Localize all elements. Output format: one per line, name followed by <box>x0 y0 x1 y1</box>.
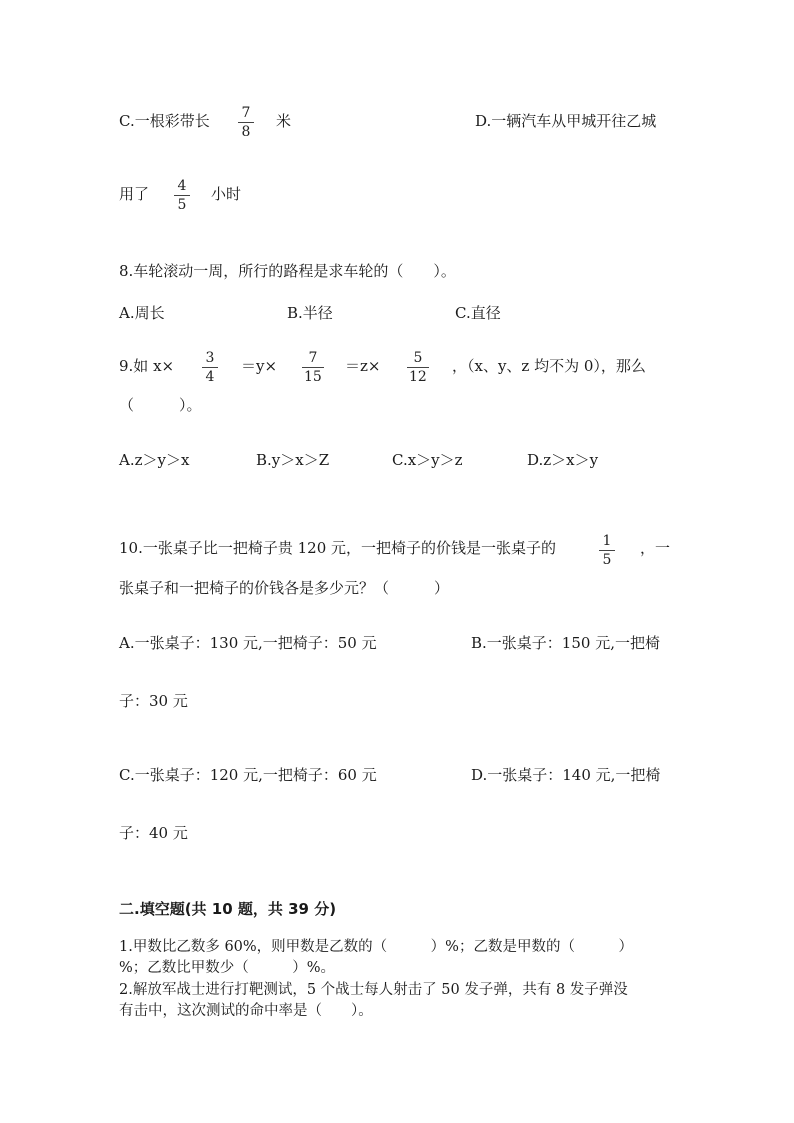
q10-stem-line2: 张桌子和一把椅子的价钱各是多少元？（ ） <box>119 579 450 597</box>
q9-option-d: D.z＞x＞y <box>527 451 599 469</box>
fraction-bar <box>407 367 429 368</box>
q7-option-d-fraction <box>175 178 189 213</box>
numerator: 3 <box>205 350 215 366</box>
denominator: 4 <box>205 369 215 385</box>
q9-stem-c: ＝z× <box>345 357 381 375</box>
numerator: 7 <box>241 105 251 121</box>
q9-fraction-2 <box>303 350 323 385</box>
q8-option-b: B.半径 <box>287 304 333 322</box>
denominator: 5 <box>177 197 187 213</box>
fraction-bar <box>174 195 190 196</box>
numerator: 1 <box>602 533 612 549</box>
q7-option-c-text: C.一根彩带长 <box>119 112 210 130</box>
numerator: 7 <box>308 350 318 366</box>
q9-fraction-3 <box>408 350 428 385</box>
q10-option-a: A.一张桌子：130 元,一把椅子：50 元 <box>119 634 377 652</box>
s2-q2-line2: 有击中，这次测试的命中率是（ ）。 <box>119 1003 373 1019</box>
q10-option-c: C.一张桌子：120 元,一把椅子：60 元 <box>119 766 377 784</box>
s2-q1-line2: %；乙数比甲数少（ ）%。 <box>119 960 336 976</box>
q10-option-b-line2: 子：30 元 <box>119 692 188 710</box>
fraction-bar <box>238 122 254 123</box>
q8-option-a: A.周长 <box>119 304 165 322</box>
q7-option-c-fraction <box>239 105 253 140</box>
fraction-bar <box>302 367 324 368</box>
q9-stem-b: ＝y× <box>241 357 278 375</box>
q7-option-c-unit: 米 <box>276 112 292 130</box>
denominator: 5 <box>602 552 612 568</box>
q8-stem: 8.车轮滚动一周，所行的路程是求车轮的（ ）。 <box>119 262 456 280</box>
s2-q2-line1: 2.解放军战士进行打靶测试，5 个战士每人射击了 50 发子弹，共有 8 发子弹没 <box>119 982 628 998</box>
q10-fraction <box>600 533 614 568</box>
denominator: 12 <box>409 369 427 385</box>
q9-option-a: A.z＞y＞x <box>119 451 190 469</box>
fraction-bar <box>599 550 615 551</box>
numerator: 5 <box>413 350 423 366</box>
denominator: 15 <box>304 369 322 385</box>
section-2-title: 二.填空题(共 10 题，共 39 分) <box>119 900 337 918</box>
q9-fraction-1 <box>203 350 217 385</box>
q10-option-d-line2: 子：40 元 <box>119 824 188 842</box>
q9-stem-d: ，（x、y、z 均不为 0），那么 <box>452 357 646 375</box>
q9-option-c: C.x＞y＞z <box>392 451 463 469</box>
q10-stem-a: 10.一张桌子比一把椅子贵 120 元，一把椅子的价钱是一张桌子的 <box>119 539 557 557</box>
q9-stem-line2: （ ）。 <box>119 396 202 414</box>
q10-stem-b: ，一 <box>640 539 671 557</box>
fraction-bar <box>202 367 218 368</box>
q10-option-b-line1: B.一张桌子：150 元,一把椅 <box>471 634 660 652</box>
q9-option-b: B.y＞x＞Z <box>256 451 330 469</box>
q7-option-d-line1: D.一辆汽车从甲城开往乙城 <box>475 112 657 130</box>
q10-option-d-line1: D.一张桌子：140 元,一把椅 <box>471 766 661 784</box>
numerator: 4 <box>177 178 187 194</box>
s2-q1-line1: 1.甲数比乙数多 60%，则甲数是乙数的（ ）%；乙数是甲数的（ ） <box>119 939 633 955</box>
q8-option-c: C.直径 <box>455 304 501 322</box>
q7-option-d-line2-pre: 用了 <box>119 185 150 203</box>
q9-stem-a: 9.如 x× <box>119 357 175 375</box>
q7-option-d-line2-post: 小时 <box>211 185 242 203</box>
denominator: 8 <box>241 124 251 140</box>
